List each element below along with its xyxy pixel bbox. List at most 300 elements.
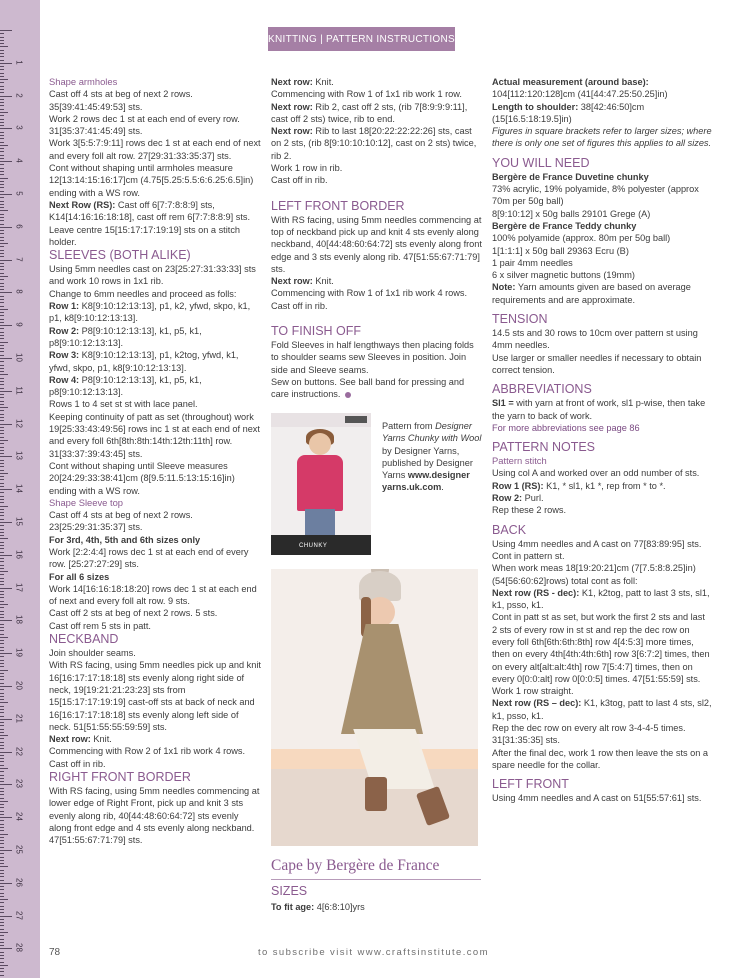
cape-photo: [271, 569, 478, 846]
row-text: P8[9:10:12:13:13], k1, p5, k1, p8[9:10:12:13:13].: [49, 374, 202, 398]
ruler-number: 10: [14, 353, 24, 362]
ruler-tick: [0, 437, 4, 438]
ruler-tick: [0, 253, 4, 254]
subsection-label: PATTERN INSTRUCTIONS: [326, 33, 455, 45]
ruler-tick: [0, 519, 4, 520]
ruler-tick: [0, 112, 8, 113]
ruler-tick: [0, 345, 4, 346]
row-text: Cast off 6[7:7:8:8:9] sts, K14[14:16:16:18:18], cast off rem 6[7:7:8:8:9] sts.: [49, 199, 251, 223]
row-text: Knit.: [312, 276, 334, 287]
ruler-tick: [0, 502, 4, 503]
ruler-tick: [0, 99, 4, 100]
ruler-tick: [0, 965, 8, 966]
paragraph: [492, 492, 712, 504]
ruler-number: 23: [14, 779, 24, 789]
ruler-tick: [0, 89, 4, 90]
ruler-tick: [0, 955, 4, 956]
ruler-tick: [0, 604, 8, 605]
ruler-tick: [0, 607, 4, 608]
ruler-tick: [0, 656, 4, 657]
row-label: Next row:: [271, 77, 313, 87]
ruler-tick: [0, 548, 4, 549]
ruler-tick: [0, 765, 4, 766]
ruler-tick: [0, 893, 4, 894]
ruler-tick: [0, 128, 12, 129]
ruler-tick: [0, 102, 4, 103]
shape-sleeve-top-heading: Shape Sleeve top: [49, 496, 124, 508]
ruler-tick: [0, 214, 4, 215]
yarn-name: Bergère de France Teddy chunky: [492, 220, 637, 231]
paragraph: [271, 101, 483, 126]
ruler-tick: [0, 325, 12, 326]
ruler-tick: [0, 378, 4, 379]
ruler-tick: [0, 201, 4, 202]
ruler-tick: [0, 561, 4, 562]
ruler-tick: [0, 902, 4, 903]
credit-publisher: by Designer Yarns, published by Designer Yarns: [382, 445, 473, 481]
paragraph: [492, 397, 712, 422]
ruler-tick: [0, 230, 4, 231]
ruler-number: 6: [14, 224, 24, 229]
row-label: Next row:: [49, 734, 91, 745]
paragraph: Cast off in rib.: [271, 175, 328, 186]
ruler-tick: [0, 801, 8, 802]
ruler-tick: [0, 358, 12, 359]
ruler-number: 17: [14, 582, 24, 592]
ruler-tick: [0, 368, 4, 369]
ruler-tick: [0, 666, 4, 667]
paragraph: [271, 125, 483, 162]
paragraph: Keeping continuity of patt as set (throughout) work 19[25:33:43:49:56] rows inc 1 st at each end of next and every foll 6th[8th:8th:14th:12th:11th] row. 31[33:37:39:43:45] sts.: [49, 411, 260, 459]
row-text: K1, * sl1, k1 *, rep from * to *.: [543, 480, 666, 491]
ruler-tick: [0, 588, 12, 589]
ruler-tick: [0, 538, 8, 539]
ruler-tick: [0, 388, 4, 389]
sizes-label: To fit age:: [271, 902, 315, 912]
row-text: Rib 2, cast off 2 sts, (rib 7[8:9:9:9:11], cast off 2 sts) twice, rib to end.: [271, 101, 468, 124]
ruler-tick: [0, 119, 4, 120]
ruler-tick: [0, 565, 4, 566]
ruler-tick: [0, 470, 4, 471]
ruler-tick: [0, 932, 8, 933]
ruler-tick: [0, 63, 12, 64]
ruler-tick: [0, 309, 8, 310]
ruler-tick: [0, 683, 4, 684]
ruler-tick: [0, 630, 4, 631]
abbr-text: with yarn at front of work, sl1 p-wise, then take the yarn to back of work.: [492, 398, 706, 421]
paragraph: [492, 697, 712, 722]
paragraph: [271, 275, 483, 287]
ruler-tick: [0, 906, 4, 907]
ruler-tick: [0, 634, 4, 635]
row-label: Row 1:: [49, 301, 80, 312]
ruler-tick: [0, 240, 4, 241]
ruler-tick: [0, 574, 4, 575]
ruler-tick: [0, 125, 4, 126]
ruler-tick: [0, 269, 4, 270]
left-front-border-heading: LEFT FRONT BORDER: [271, 198, 405, 213]
ruler-tick: [0, 752, 12, 753]
ruler-tick: [0, 578, 4, 579]
ruler-tick: [0, 889, 4, 890]
paragraph: [49, 300, 261, 325]
ruler-tick: [0, 486, 4, 487]
ruler-tick: [0, 627, 4, 628]
ruler-tick: [0, 233, 4, 234]
ruler-tick: [0, 171, 4, 172]
ruler-tick: [0, 315, 4, 316]
ruler-tick: [0, 335, 4, 336]
ruler-tick: [0, 168, 4, 169]
paragraph: [49, 349, 261, 374]
ruler-tick: [0, 850, 12, 851]
ruler-tick: [0, 571, 8, 572]
ruler-number: 27: [14, 910, 24, 920]
ruler-tick: [0, 922, 4, 923]
ruler-tick: [0, 873, 4, 874]
ruler-number: 24: [14, 812, 24, 822]
ruler-tick: [0, 184, 4, 185]
ruler-tick: [0, 46, 8, 47]
paragraph: Join shoulder seams.: [49, 648, 136, 659]
row-label: Next row (RS - dec):: [492, 587, 580, 598]
page-number: 78: [49, 947, 61, 958]
ruler-tick: [0, 92, 4, 93]
note-text: Yarn amounts given are based on average requirements and are approximate.: [492, 282, 691, 305]
ruler-tick: [0, 82, 4, 83]
ruler-tick: [0, 912, 4, 913]
ruler-tick: [0, 791, 4, 792]
ruler-tick: [0, 79, 8, 80]
note-label: Note:: [492, 282, 516, 293]
paragraph: Work 1 row in rib.: [271, 163, 343, 174]
ruler-tick: [0, 676, 4, 677]
ruler-tick: [0, 935, 4, 936]
ruler-tick: [0, 686, 12, 687]
ruler-tick: [0, 975, 4, 976]
ruler-tick: [0, 420, 4, 421]
ruler-tick: [0, 807, 4, 808]
ruler-tick: [0, 555, 12, 556]
ruler-tick: [0, 365, 4, 366]
ruler-tick: [0, 768, 8, 769]
ruler-tick: [0, 355, 4, 356]
ruler-tick: [0, 135, 4, 136]
ruler-number: 5: [14, 191, 24, 196]
row-text: K8[9:10:12:13:13], p1, k2, yfwd, skpo, k1, p1, k8[9:10:12:13:13].: [49, 301, 251, 324]
paragraph: [49, 325, 261, 350]
paragraph: Change to 6mm needles and proceed as folls:: [49, 288, 237, 299]
paragraph: After the final dec, work 1 row then leave the sts on a spare needle for the collar.: [492, 747, 709, 770]
ruler-tick: [0, 853, 4, 854]
ruler-tick: [0, 886, 4, 887]
ruler-tick: [0, 748, 4, 749]
paragraph: [492, 101, 712, 126]
ruler-tick: [0, 483, 4, 484]
ruler-tick: [0, 161, 12, 162]
ruler-tick: [0, 962, 4, 963]
ruler-tick: [0, 115, 4, 116]
ruler-tick: [0, 847, 4, 848]
ruler-tick: [0, 788, 4, 789]
ruler-tick: [0, 742, 4, 743]
size-note: For all 6 sizes: [49, 571, 110, 582]
ruler-tick: [0, 109, 4, 110]
ruler-tick: [0, 348, 4, 349]
row-label: Row 2:: [49, 325, 80, 336]
ruler-tick: [0, 663, 4, 664]
ruler-tick: [0, 696, 4, 697]
ruler-tick: [0, 463, 4, 464]
ruler-tick: [0, 620, 12, 621]
paragraph: Commencing with Row 1 of 1x1 rib work 1 row.: [271, 89, 462, 100]
ruler-number: 16: [14, 549, 24, 559]
ruler-tick: [0, 804, 4, 805]
ruler-tick: [0, 640, 4, 641]
ruler-tick: [0, 689, 4, 690]
book-title: Designer Yarns Chunky with Wool: [382, 421, 482, 444]
row-text: K1, k2tog, patt to last 3 sts, sl1, k1, psso, k1.: [492, 587, 710, 611]
ruler-tick: [0, 207, 4, 208]
sizes-text: [271, 901, 481, 913]
ruler-tick: [0, 394, 4, 395]
row-text: K8[9:10:12:13:13], p1, k2tog, yfwd, k1, yfwd, skpo, p1, k8[9:10:12:13:13].: [49, 350, 239, 373]
row-label: Row 2:: [492, 493, 523, 504]
ruler-tick: [0, 492, 4, 493]
ruler-tick: [0, 286, 4, 287]
ruler-tick: [0, 414, 4, 415]
ruler-tick: [0, 617, 4, 618]
paragraph: Commencing with Row 2 of 1x1 rib work 4 rows. Cast off in rib.: [49, 746, 246, 769]
ruler-tick: [0, 151, 4, 152]
ruler-tick: [0, 191, 4, 192]
publisher-url[interactable]: www.designer yarns.uk.com: [382, 470, 470, 493]
ruler-tick: [0, 417, 4, 418]
paragraph: With RS facing, using 5mm needles pick up and knit 16[16:17:17:18:18] sts evenly along right side of neck, 19[19:21:21:23:23] sts from 15[15:17:17:19:19] cast-off sts at back of neck and 16[16:17:17:18:18] sts evenly along left side of neck. 51[51:55:55:59:59] sts.: [49, 660, 261, 732]
neckband-heading: NECKBAND: [49, 632, 119, 647]
ruler-tick: [0, 719, 12, 720]
paragraph: Cont without shaping until Sleeve measures 20[24:29:33:38:41]cm (8[9.5:11.5:13:15:16]in) ending with a WS row.: [49, 460, 235, 496]
ruler-tick: [0, 896, 4, 897]
ruler-tick: [0, 722, 4, 723]
ruler-number: 14: [14, 484, 24, 494]
ruler-tick: [0, 328, 4, 329]
book-cover-image: [271, 413, 371, 555]
ruler-tick: [0, 69, 4, 70]
ruler-number: 28: [14, 943, 24, 953]
ruler-tick: [0, 306, 4, 307]
more-abbreviations-link[interactable]: For more abbreviations see page 86: [492, 422, 640, 433]
ruler-tick: [0, 614, 4, 615]
figures-note: Figures in square brackets refer to larger sizes; where there is only one set of figures this applies to all sizes.: [492, 126, 712, 149]
ruler-tick: [0, 840, 4, 841]
ruler-tick: [0, 706, 4, 707]
paragraph: 8[9:10:12] x 50g balls 29101 Grege (A): [492, 208, 651, 219]
ruler-tick: [0, 476, 4, 477]
ruler-tick: [0, 145, 8, 146]
measuring-ruler: [0, 0, 40, 978]
ruler-tick: [0, 466, 4, 467]
care-text: Sew on buttons. See ball band for pressing and care instructions.: [271, 376, 465, 400]
ruler-tick: [0, 545, 4, 546]
ruler-tick: [0, 60, 4, 61]
row-label: Row 3:: [49, 350, 80, 361]
ruler-tick: [0, 834, 8, 835]
ruler-number: 3: [14, 125, 24, 131]
photo-caption: Cape by Bergère de France: [271, 857, 440, 874]
ruler-tick: [0, 322, 4, 323]
right-front-border-heading: RIGHT FRONT BORDER: [49, 770, 191, 785]
ruler-tick: [0, 729, 4, 730]
ruler-tick: [0, 942, 4, 943]
boot-left: [365, 777, 387, 811]
ruler-tick: [0, 952, 4, 953]
paragraph: With RS facing, using 5mm needles commencing at top of neckband pick up and knit 4 sts evenly along neckband, 40[44:48:60:64:72] sts evenly along front edge and 3 sts evenly along rib. 47[51:55:67:71:79] sts.: [271, 214, 482, 274]
paragraph: With RS facing, using 5mm needles commencing at lower edge of Right Front, pick up and knit 3 sts evenly along rib, 40[44:48:60:64:72] sts evenly along front edge and 4 sts evenly along neckband. 47[51:55:67:71:79] sts.: [49, 786, 260, 846]
row-label: Row 1 (RS):: [492, 480, 544, 491]
ruler-tick: [0, 693, 4, 694]
ruler-tick: [0, 857, 4, 858]
ruler-tick: [0, 919, 4, 920]
ruler-tick: [0, 148, 4, 149]
paragraph: Rep these 2 rows.: [492, 505, 567, 516]
ruler-tick: [0, 237, 4, 238]
left-front-heading: LEFT FRONT: [492, 777, 569, 792]
ruler-tick: [0, 56, 4, 57]
ruler-tick: [0, 509, 4, 510]
ruler-tick: [0, 601, 4, 602]
ruler-tick: [0, 246, 4, 247]
ruler-tick: [0, 647, 4, 648]
ruler-tick: [0, 558, 4, 559]
abbreviations-heading: ABBREVIATIONS: [492, 382, 592, 397]
paragraph: Cont in patt st as set, but work the first 2 sts and last 2 sts of every row in st st and rep the dec row on every foll 6th[6th:6th:8th] row 4[4:5:3] more times, then on every 4th[4th:4th:6th] row 3[6:7:2] times, then on every alt[alt:alt:4th] row 7[5:4:7] times, then on every 0[0:0:alt] row 0[0:0:5] times. 47[51:55:59] sts.: [492, 612, 710, 684]
ruler-tick: [0, 260, 12, 261]
ruler-tick: [0, 479, 4, 480]
ruler-tick: [0, 817, 12, 818]
ruler-tick: [0, 594, 4, 595]
ruler-tick: [0, 876, 4, 877]
row-text: K1, k3tog, patt to last 4 sts, sl2, k1, psso, k1.: [492, 698, 712, 721]
paragraph: Commencing with Row 1 of 1x1 rib work 4 rows. Cast off in rib.: [271, 288, 468, 311]
ruler-tick: [0, 945, 4, 946]
ruler-tick: [0, 397, 4, 398]
ruler-tick: [0, 319, 4, 320]
section-header-tab: [268, 27, 455, 51]
ruler-number: 8: [14, 289, 24, 295]
ruler-tick: [0, 716, 4, 717]
ruler-number: 12: [14, 418, 24, 428]
ruler-number: 15: [14, 517, 24, 526]
ruler-tick: [0, 709, 4, 710]
paragraph: Using col A and worked over an odd number of sts.: [492, 468, 700, 479]
ruler-tick: [0, 155, 4, 156]
ruler-tick: [0, 529, 4, 530]
ruler-tick: [0, 499, 4, 500]
ruler-tick: [0, 755, 4, 756]
ruler-number: 21: [14, 713, 24, 723]
paragraph: 104[112:120:128]cm (41[44:47.25:50.25]in): [492, 89, 668, 100]
ruler-tick: [0, 775, 4, 776]
ruler-tick: [0, 837, 4, 838]
paragraph: [49, 199, 261, 224]
ruler-tick: [0, 798, 4, 799]
ruler-tick: [0, 925, 4, 926]
row-label: Row 4:: [49, 374, 80, 385]
ruler-tick: [0, 866, 8, 867]
ruler-tick: [0, 174, 4, 175]
row-label: Next row:: [271, 126, 313, 137]
sleeves-heading: SLEEVES (BOTH ALIKE): [49, 248, 191, 263]
ruler-tick: [0, 332, 4, 333]
ruler-tick: [0, 299, 4, 300]
ruler-tick: [0, 401, 4, 402]
ruler-tick: [0, 178, 8, 179]
paragraph: 1[1:1:1] x 50g ball 29363 Ecru (B): [492, 245, 629, 256]
ruler-tick: [0, 597, 4, 598]
ruler-tick: [0, 794, 4, 795]
ruler-tick: [0, 916, 12, 917]
paragraph: Work 14[16:16:18:18:20] rows dec 1 st at each end of next and every foll alt row. 9 sts.: [49, 583, 257, 607]
ruler-tick: [0, 738, 4, 739]
paragraph: Work [2:2:4:4] rows dec 1 st at each end of every row. [25:27:27:29] sts.: [49, 546, 249, 570]
pattern-notes-heading: PATTERN NOTES: [492, 440, 596, 455]
ruler-tick: [0, 312, 4, 313]
ruler-tick: [0, 758, 4, 759]
ruler-tick: [0, 289, 4, 290]
paragraph: Cont in pattern st.: [492, 550, 565, 561]
ruler-tick: [0, 30, 12, 31]
ruler-tick: [0, 440, 8, 441]
ruler-tick: [0, 296, 4, 297]
paragraph: Cast off 4 sts at beg of next 2 rows. 23[25:29:31:35:37] sts.: [49, 510, 193, 533]
ruler-tick: [0, 673, 4, 674]
ruler-tick: [0, 33, 4, 34]
ruler-number: 1: [14, 60, 24, 65]
ruler-tick: [0, 53, 4, 54]
ruler-tick: [0, 132, 4, 133]
ruler-tick: [0, 830, 4, 831]
row-text: Rib to last 18[20:22:22:22:26] sts, cast on 2 sts, (rib 8[9:10:10:10:12], cast on 2 sts) twice, rib 2.: [271, 126, 477, 161]
row-text: Purl.: [522, 493, 544, 504]
cover-title: CHUNKY: [299, 543, 328, 549]
ruler-tick: [0, 256, 4, 257]
ruler-tick: [0, 250, 4, 251]
ruler-number: 19: [14, 648, 24, 658]
column-right: [492, 76, 712, 805]
ruler-number: 9: [14, 322, 24, 327]
ruler-tick: [0, 443, 4, 444]
paragraph: Cast off 2 sts at beg of next 2 rows. 5 sts.: [49, 608, 218, 619]
ruler-tick: [0, 643, 4, 644]
ruler-tick: [0, 860, 4, 861]
ruler-tick: [0, 338, 4, 339]
ruler-tick: [0, 73, 4, 74]
ruler-tick: [0, 194, 12, 195]
paragraph: 73% acrylic, 19% polyamide, 8% polyester (approx 70m per 50g ball): [492, 184, 699, 207]
ruler-tick: [0, 581, 4, 582]
ruler-tick: [0, 224, 4, 225]
row-label: Next row:: [271, 101, 313, 112]
footer-subscribe[interactable]: to subscribe visit www.craftsinstitute.com: [258, 947, 489, 958]
ruler-tick: [0, 624, 4, 625]
ruler-tick: [0, 880, 4, 881]
measurement-label: Actual measurement (around base):: [492, 77, 649, 87]
row-label: Next row:: [271, 276, 313, 287]
paragraph: Cont without shaping until armholes measure 12[13:14:15:16:17]cm (4.75[5.25:5.5:6:6.25:6.5]in) ending with a WS row.: [49, 163, 254, 198]
ruler-tick: [0, 40, 4, 41]
paragraph: Work 1 row straight.: [492, 686, 574, 697]
